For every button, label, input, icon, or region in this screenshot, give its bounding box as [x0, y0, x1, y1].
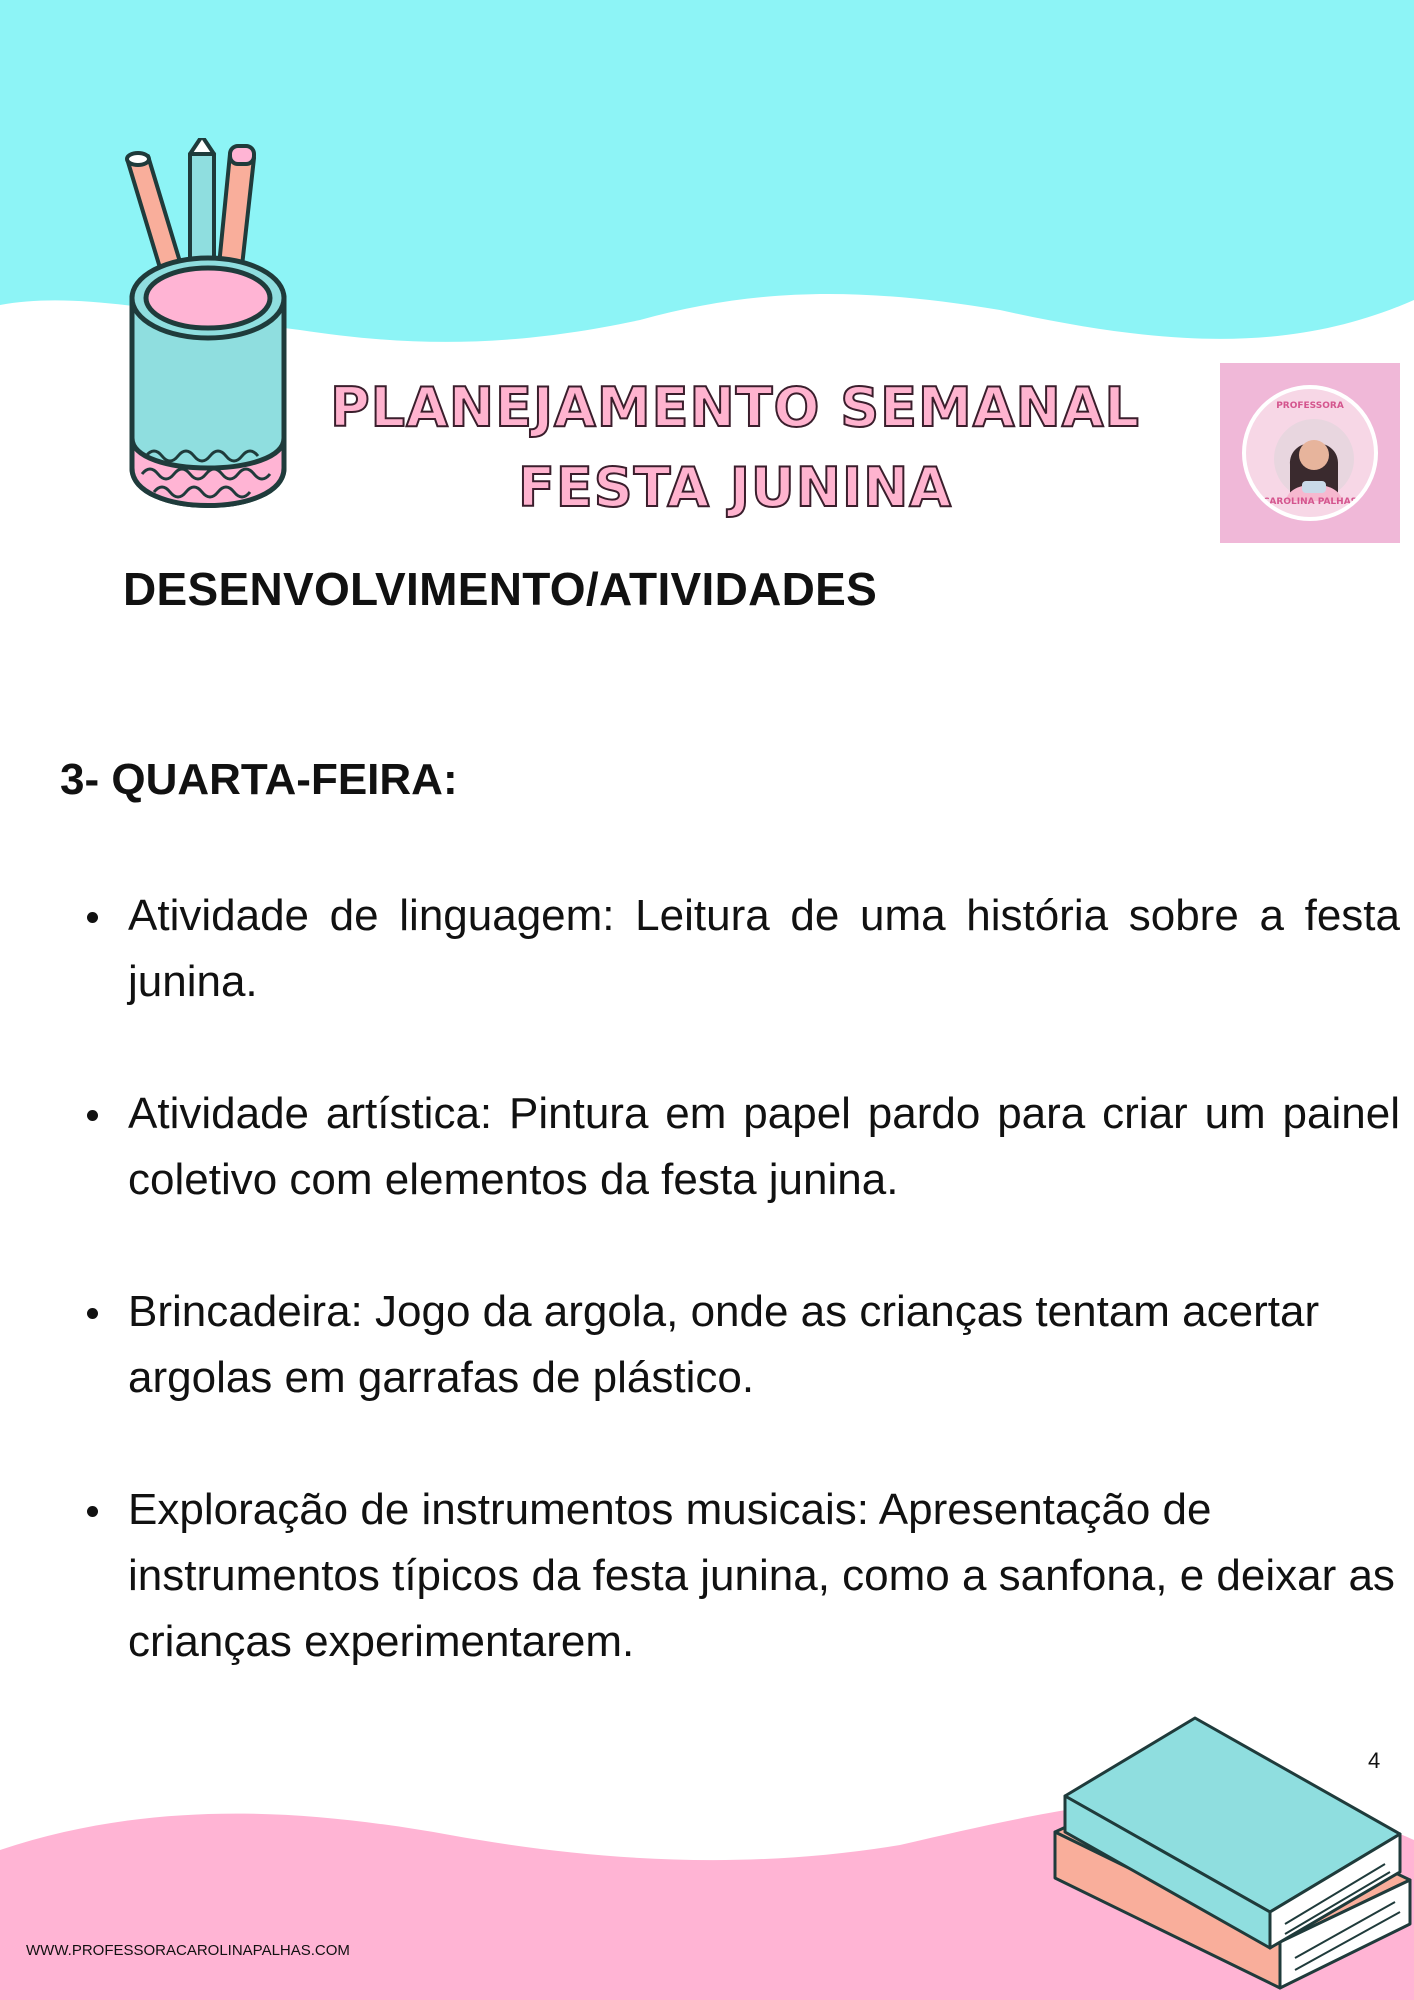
list-item: Atividade artística: Pintura em papel pardo para criar um painel coletivo com elementos da festa junina. — [128, 1081, 1400, 1213]
title-line-2: FESTA JUNINA — [517, 456, 953, 519]
pencil-cup-icon — [118, 138, 298, 528]
books-stack-icon — [1045, 1712, 1414, 2000]
teacher-badge-icon — [1220, 363, 1400, 543]
teacher-photo — [1272, 417, 1356, 501]
badge-ring — [1242, 385, 1378, 521]
list-item: Atividade de linguagem: Leitura de uma história sobre a festa junina. — [128, 883, 1400, 1015]
section-heading: DESENVOLVIMENTO/ATIVIDADES — [123, 563, 878, 615]
footer-website: WWW.PROFESSORACAROLINAPALHAS.COM — [26, 1942, 350, 1959]
badge-bottom-text: CAROLINA PALHAS — [1262, 497, 1358, 507]
day-heading: 3- QUARTA-FEIRA: — [60, 755, 458, 804]
activity-list — [128, 883, 1400, 1741]
list-item: Exploração de instrumentos musicais: Apresentação de instrumentos típicos da festa junina, como a sanfona, e deixar as crianças experimentarem. — [128, 1477, 1400, 1675]
list-item: Brincadeira: Jogo da argola, onde as crianças tentam acertar argolas em garrafas de plástico. — [128, 1279, 1400, 1411]
title-line-1: PLANEJAMENTO SEMANAL — [330, 376, 1140, 439]
page-title — [320, 368, 1150, 528]
badge-top-text: PROFESSORA — [1276, 401, 1344, 411]
page-number: 4 — [1368, 1748, 1381, 1773]
